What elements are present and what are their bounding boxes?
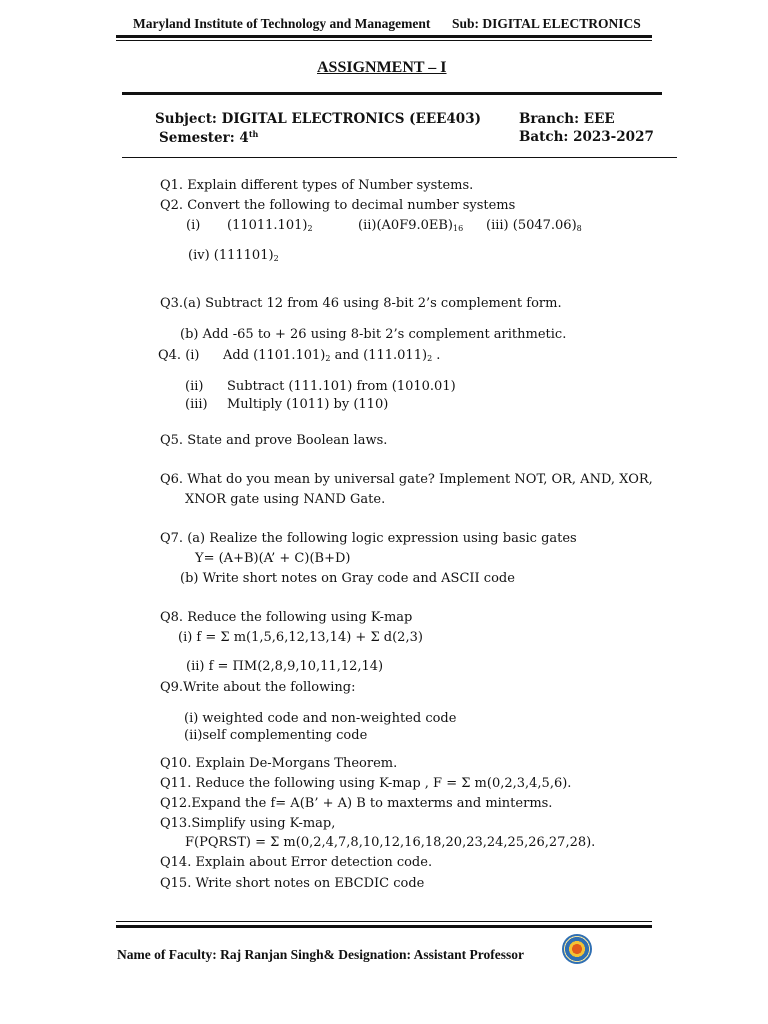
- question-2-part-ii: $(ii)(A0F9.0EB)_{16}$: [358, 218, 464, 233]
- question-4-part-iii: Multiply (1011) by (110): [227, 397, 389, 412]
- question-2: Q2. Convert the following to decimal number systems: [160, 198, 516, 213]
- batch-line: Batch: 2023-2027: [519, 129, 654, 145]
- footer-rule-bottom: [116, 925, 652, 928]
- question-3b: (b) Add -65 to + 26 using 8-bit 2’s complement arithmetic.: [180, 327, 567, 342]
- header-rule-top: [116, 35, 652, 38]
- branch-line: Branch: EEE: [519, 111, 615, 127]
- question-9-part-i: (i) weighted code and non-weighted code: [184, 711, 457, 726]
- question-7a: Q7. (a) Realize the following logic expression using basic gates: [160, 531, 577, 546]
- header-subject: Sub: DIGITAL ELECTRONICS: [452, 16, 641, 31]
- question-11: Q11. Reduce the following using K-map , F = Σ m(0,2,3,4,5,6).: [160, 776, 572, 791]
- question-8: Q8. Reduce the following using K-map: [160, 610, 413, 625]
- semester-line: Semester: 4th: [159, 129, 259, 146]
- question-9: Q9.Write about the following:: [160, 680, 356, 695]
- question-7b: (b) Write short notes on Gray code and ASCII code: [180, 571, 515, 586]
- question-4-part-iii-label: (iii): [185, 397, 208, 412]
- question-4-part-ii: Subtract (111.101) from (1010.01): [227, 379, 456, 394]
- footer-rule-top: [116, 921, 652, 922]
- question-6-line-1: Q6. What do you mean by universal gate? Implement NOT, OR, AND, XOR,: [160, 472, 653, 487]
- question-6-line-2: XNOR gate using NAND Gate.: [185, 492, 386, 507]
- subject-line: Subject: DIGITAL ELECTRONICS (EEE403): [155, 111, 481, 127]
- institute-name: Maryland Institute of Technology and Management: [133, 16, 431, 31]
- question-3a: Q3.(a) Subtract 12 from 46 using 8-bit 2’s complement form.: [160, 296, 562, 311]
- question-4-part-ii-label: (ii): [185, 379, 204, 394]
- title-rule: [122, 92, 662, 95]
- header-rule-bottom: [116, 40, 652, 41]
- question-15: Q15. Write short notes on EBCDIC code: [160, 876, 425, 891]
- college-seal-icon: [562, 934, 592, 964]
- question-13: Q13.Simplify using K-map,: [160, 816, 336, 831]
- meta-rule: [122, 157, 677, 158]
- question-4-label: Q4. (i): [158, 348, 200, 363]
- question-2-part-iv: (iv) $(111101)_2$: [188, 248, 279, 263]
- question-13-expression: F(PQRST) = Σ m(0,2,4,7,8,10,12,16,18,20,23,24,25,26,27,28).: [185, 835, 596, 850]
- question-2-part-iii: (iii) $(5047.06)_8$: [486, 218, 582, 233]
- question-5: Q5. State and prove Boolean laws.: [160, 433, 388, 448]
- question-10: Q10. Explain De-Morgans Theorem.: [160, 756, 398, 771]
- question-2-part-i: $(11011.101)_2$: [227, 218, 313, 233]
- question-2-part-i-label: (i): [186, 218, 201, 233]
- faculty-line: Name of Faculty: Raj Ranjan Singh& Designation: Assistant Professor: [117, 947, 524, 962]
- question-4-part-i: Add $(1101.101)_2$ and $(111.011)_2$ .: [223, 348, 441, 363]
- question-8-part-i: (i) f = Σ m(1,5,6,12,13,14) + Σ d(2,3): [178, 630, 423, 645]
- question-7-expression: Y= (A+B)(A’ + C)(B+D): [195, 551, 351, 566]
- question-14: Q14. Explain about Error detection code.: [160, 855, 433, 870]
- question-9-part-ii: (ii)self complementing code: [184, 728, 368, 743]
- question-8-part-ii: (ii) f = ΠM(2,8,9,10,11,12,14): [186, 659, 384, 674]
- question-1: Q1. Explain different types of Number systems.: [160, 178, 474, 193]
- question-12: Q12.Expand the f= A(B’ + A) B to maxterms and minterms.: [160, 796, 553, 811]
- page-title: ASSIGNMENT – I: [317, 59, 447, 76]
